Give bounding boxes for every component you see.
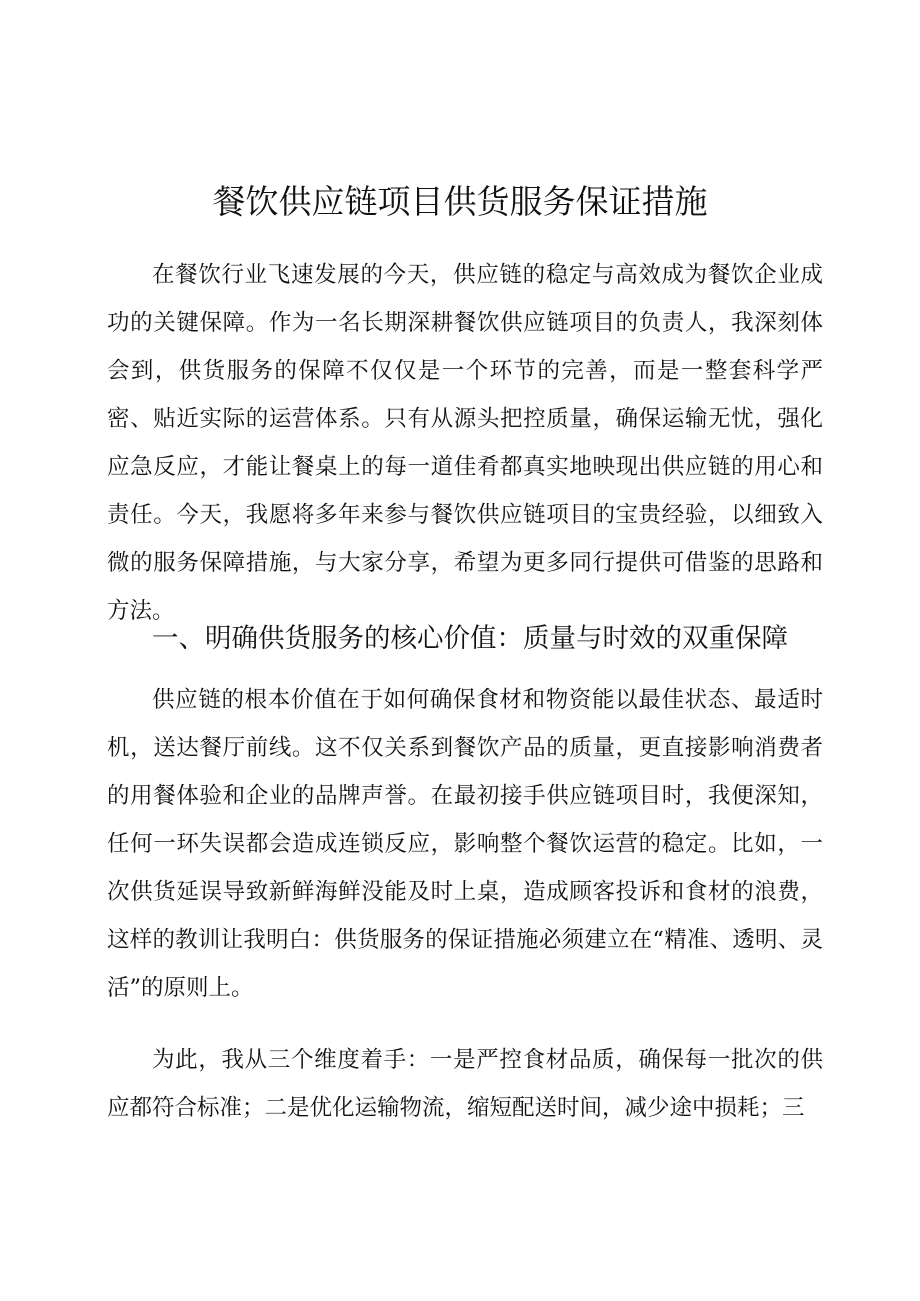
body-paragraph: 供应链的根本价值在于如何确保食材和物资能以最佳状态、最适时机，送达餐厅前线。这不仅关系到餐饮产品的质量，更直接影响消费者的用餐体验和企业的品牌声誉。在最初接手供应链项目时，我便深知，任何一环失误都会造成连锁反应，影响整个餐饮运营的稳定。比如，一次供货延误导致新鲜海鲜没能及时上桌，造成顾客投诉和食材的浪费，这样的教训让我明白：供货服务的保证措施必须建立在“精准、透明、灵活”的原则上。 — [107, 687, 823, 1001]
section-heading: 一、明确供货服务的核心价值：质量与时效的双重保障 — [152, 623, 788, 654]
document-title: 餐饮供应链项目供货服务保证措施 — [212, 182, 708, 221]
body-paragraph: 为此，我从三个维度着手：一是严控食材品质，确保每一批次的供应都符合标准；二是优化运输物流，缩短配送时间，减少途中损耗；三 — [107, 1047, 823, 1121]
intro-paragraph: 在餐饮行业飞速发展的今天，供应链的稳定与高效成为餐饮企业成功的关键保障。作为一名长期深耕餐饮供应链项目的负责人，我深刻体会到，供货服务的保障不仅仅是一个环节的完善，而是一整套科学严密、贴近实际的运营体系。只有从源头把控质量，确保运输无忧，强化应急反应，才能让餐桌上的每一道佳肴都真实地映现出供应链的用心和责任。今天，我愿将多年来参与餐饮供应链项目的宝贵经验，以细致入微的服务保障措施，与大家分享，希望为更多同行提供可借鉴的思路和方法。 — [107, 262, 823, 624]
